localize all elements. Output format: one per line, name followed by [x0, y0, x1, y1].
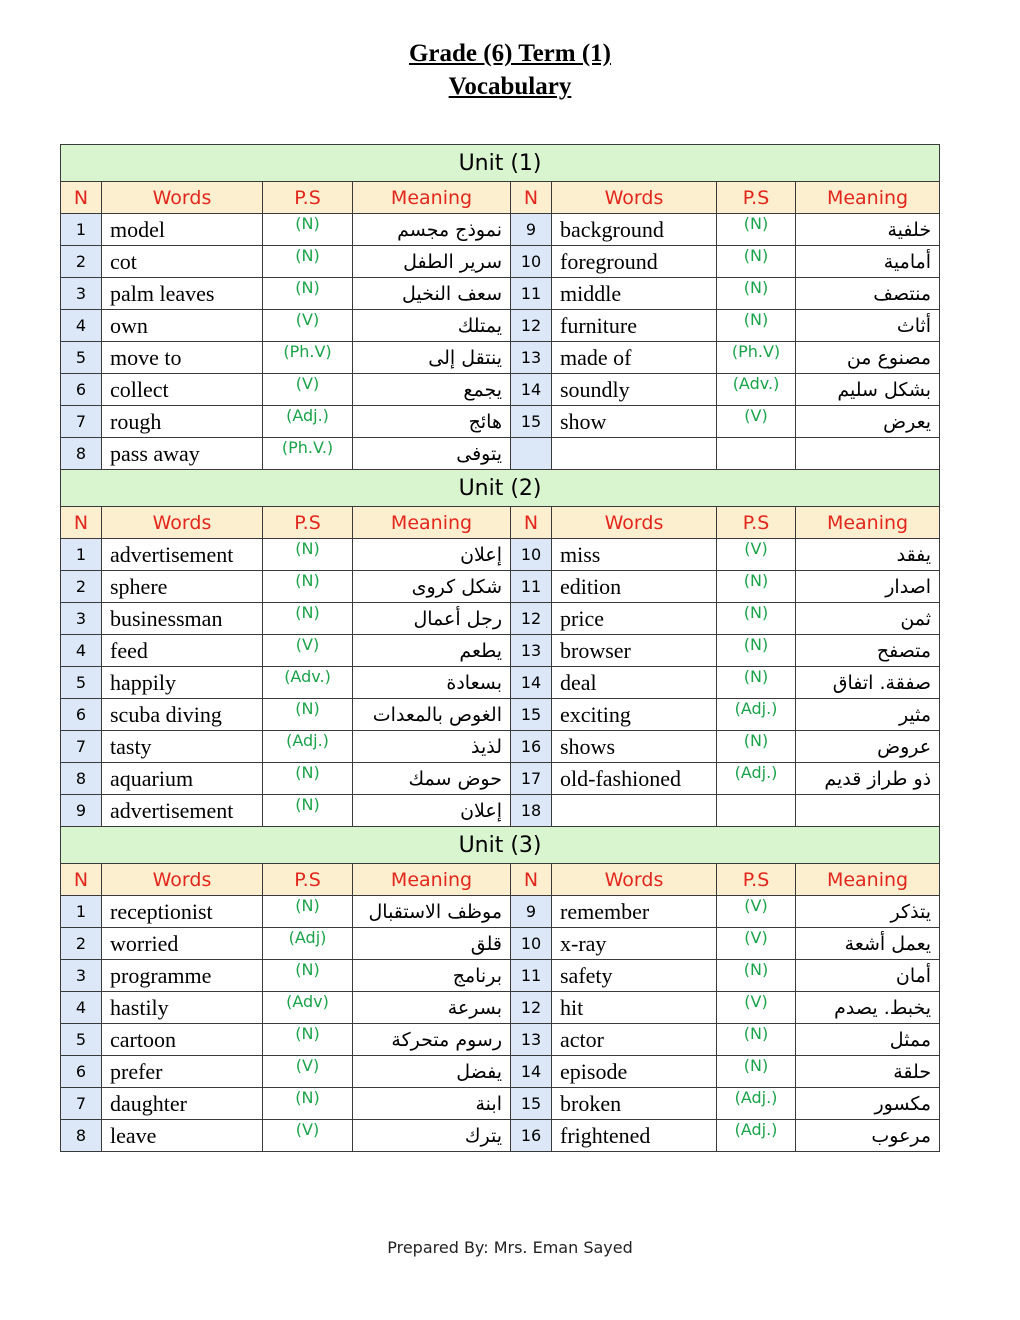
part-of-speech-cell: (V) [263, 635, 353, 667]
part-of-speech-cell: (N) [717, 960, 796, 992]
table-row [61, 278, 940, 310]
meaning-cell: يترك [353, 1120, 511, 1152]
meaning-cell: يطعم [353, 635, 511, 667]
word-cell: miss [552, 539, 717, 571]
part-of-speech-cell [717, 438, 796, 470]
number-cell: 11 [511, 960, 552, 992]
word-cell: worried [102, 928, 263, 960]
word-cell: receptionist [102, 896, 263, 928]
number-cell: 10 [511, 928, 552, 960]
word-cell: cartoon [102, 1024, 263, 1056]
meaning-cell [796, 795, 940, 827]
meaning-cell: يفضل [353, 1056, 511, 1088]
number-cell: 16 [511, 1120, 552, 1152]
number-cell [511, 438, 552, 470]
table-row [61, 310, 940, 342]
word-cell: broken [552, 1088, 717, 1120]
word-cell: foreground [552, 246, 717, 278]
table-row [61, 342, 940, 374]
table-row [61, 795, 940, 827]
meaning-cell: سرير الطفل [353, 246, 511, 278]
meaning-cell: سعف النخيل [353, 278, 511, 310]
meaning-cell: يتوفى [353, 438, 511, 470]
part-of-speech-cell: (V) [263, 1120, 353, 1152]
table-row [61, 699, 940, 731]
part-of-speech-cell: (N) [717, 278, 796, 310]
number-cell: 14 [511, 1056, 552, 1088]
column-header: Words [102, 182, 263, 214]
word-cell: aquarium [102, 763, 263, 795]
number-cell: 1 [61, 896, 102, 928]
number-cell: 5 [61, 667, 102, 699]
table-row [61, 928, 940, 960]
meaning-cell: مرعوب [796, 1120, 940, 1152]
part-of-speech-cell [717, 795, 796, 827]
word-cell: edition [552, 571, 717, 603]
word-cell: show [552, 406, 717, 438]
meaning-cell: لذيذ [353, 731, 511, 763]
meaning-cell: ممثل [796, 1024, 940, 1056]
table-row [61, 406, 940, 438]
meaning-cell: حلقة [796, 1056, 940, 1088]
document-title: Grade (6) Term (1) [408, 40, 612, 67]
number-cell: 14 [511, 374, 552, 406]
number-cell: 9 [511, 214, 552, 246]
column-header: P.S [263, 864, 353, 896]
part-of-speech-cell: (Adv.) [717, 374, 796, 406]
part-of-speech-cell: (Adj.) [263, 731, 353, 763]
meaning-cell: بشكل سليم [796, 374, 940, 406]
word-cell: businessman [102, 603, 263, 635]
table-row [61, 763, 940, 795]
column-header-row [61, 864, 940, 896]
part-of-speech-cell: (Adj.) [717, 763, 796, 795]
vocabulary-table [60, 144, 940, 1152]
part-of-speech-cell: (N) [263, 795, 353, 827]
table-row [61, 635, 940, 667]
word-cell: programme [102, 960, 263, 992]
part-of-speech-cell: (N) [263, 571, 353, 603]
meaning-cell: يمتلك [353, 310, 511, 342]
number-cell: 3 [61, 278, 102, 310]
word-cell: furniture [552, 310, 717, 342]
number-cell: 1 [61, 214, 102, 246]
number-cell: 6 [61, 374, 102, 406]
part-of-speech-cell: (V) [717, 992, 796, 1024]
meaning-cell: منتصف [796, 278, 940, 310]
meaning-cell: رسوم متحركة [353, 1024, 511, 1056]
word-cell: episode [552, 1056, 717, 1088]
column-header: Words [102, 507, 263, 539]
meaning-cell: يفقد [796, 539, 940, 571]
part-of-speech-cell: (N) [263, 763, 353, 795]
part-of-speech-cell: (Adv) [263, 992, 353, 1024]
number-cell: 16 [511, 731, 552, 763]
word-cell: remember [552, 896, 717, 928]
column-header: Meaning [796, 182, 940, 214]
column-header: N [511, 182, 552, 214]
meaning-cell: أمان [796, 960, 940, 992]
word-cell: daughter [102, 1088, 263, 1120]
meaning-cell: ثمن [796, 603, 940, 635]
word-cell: feed [102, 635, 263, 667]
word-cell: leave [102, 1120, 263, 1152]
column-header: Words [552, 182, 717, 214]
word-cell [552, 438, 717, 470]
number-cell: 18 [511, 795, 552, 827]
word-cell: hastily [102, 992, 263, 1024]
prepared-by-footer: Prepared By: Mrs. Eman Sayed [387, 1238, 633, 1257]
number-cell: 8 [61, 1120, 102, 1152]
part-of-speech-cell: (V) [717, 928, 796, 960]
column-header: Meaning [353, 507, 511, 539]
word-cell: soundly [552, 374, 717, 406]
unit-title: Unit (2) [61, 470, 940, 507]
column-header: N [511, 507, 552, 539]
word-cell: advertisement [102, 795, 263, 827]
word-cell: model [102, 214, 263, 246]
number-cell: 11 [511, 571, 552, 603]
word-cell: scuba diving [102, 699, 263, 731]
meaning-cell: أمامية [796, 246, 940, 278]
column-header: Meaning [353, 864, 511, 896]
meaning-cell: مثير [796, 699, 940, 731]
part-of-speech-cell: (N) [717, 667, 796, 699]
word-cell: deal [552, 667, 717, 699]
table-row [61, 539, 940, 571]
part-of-speech-cell: (V) [263, 310, 353, 342]
number-cell: 7 [61, 406, 102, 438]
word-cell: price [552, 603, 717, 635]
word-cell: frightened [552, 1120, 717, 1152]
column-header-row [61, 507, 940, 539]
table-row [61, 246, 940, 278]
word-cell: browser [552, 635, 717, 667]
meaning-cell: بسعادة [353, 667, 511, 699]
part-of-speech-cell: (N) [717, 214, 796, 246]
column-header: P.S [717, 507, 796, 539]
part-of-speech-cell: (Adj) [263, 928, 353, 960]
meaning-cell: يخبط. يصدم [796, 992, 940, 1024]
part-of-speech-cell: (V) [717, 406, 796, 438]
word-cell [552, 795, 717, 827]
meaning-cell: ابنة [353, 1088, 511, 1120]
table-row [61, 214, 940, 246]
unit-header-row [61, 145, 940, 182]
table-row [61, 992, 940, 1024]
table-row [61, 571, 940, 603]
part-of-speech-cell: (N) [263, 699, 353, 731]
column-header-row [61, 182, 940, 214]
part-of-speech-cell: (N) [717, 635, 796, 667]
number-cell: 2 [61, 571, 102, 603]
number-cell: 14 [511, 667, 552, 699]
number-cell: 4 [61, 310, 102, 342]
table-row [61, 731, 940, 763]
number-cell: 2 [61, 928, 102, 960]
number-cell: 4 [61, 992, 102, 1024]
meaning-cell: يتذكر [796, 896, 940, 928]
column-header: N [61, 864, 102, 896]
part-of-speech-cell: (Adj.) [717, 699, 796, 731]
column-header: N [61, 182, 102, 214]
part-of-speech-cell: (N) [263, 214, 353, 246]
number-cell: 11 [511, 278, 552, 310]
meaning-cell: يعمل أشعة [796, 928, 940, 960]
word-cell: advertisement [102, 539, 263, 571]
meaning-cell: عروض [796, 731, 940, 763]
part-of-speech-cell: (V) [717, 896, 796, 928]
table-row [61, 1088, 940, 1120]
column-header: Words [552, 864, 717, 896]
meaning-cell: أثاث [796, 310, 940, 342]
column-header: P.S [263, 507, 353, 539]
number-cell: 5 [61, 1024, 102, 1056]
table-row [61, 896, 940, 928]
number-cell: 12 [511, 992, 552, 1024]
number-cell: 13 [511, 1024, 552, 1056]
meaning-cell: إعلان [353, 795, 511, 827]
meaning-cell: اصدار [796, 571, 940, 603]
word-cell: cot [102, 246, 263, 278]
column-header: P.S [717, 182, 796, 214]
word-cell: hit [552, 992, 717, 1024]
part-of-speech-cell: (Ph.V.) [263, 438, 353, 470]
part-of-speech-cell: (Ph.V) [717, 342, 796, 374]
part-of-speech-cell: (N) [263, 278, 353, 310]
word-cell: collect [102, 374, 263, 406]
part-of-speech-cell: (Adj.) [717, 1120, 796, 1152]
number-cell: 12 [511, 603, 552, 635]
unit-header-row [61, 470, 940, 507]
number-cell: 13 [511, 342, 552, 374]
meaning-cell: صفقة. اتفاق [796, 667, 940, 699]
number-cell: 6 [61, 1056, 102, 1088]
word-cell: old-fashioned [552, 763, 717, 795]
number-cell: 10 [511, 246, 552, 278]
meaning-cell: إعلان [353, 539, 511, 571]
number-cell: 9 [511, 896, 552, 928]
word-cell: exciting [552, 699, 717, 731]
meaning-cell: ذو طراز قديم [796, 763, 940, 795]
meaning-cell: قلق [353, 928, 511, 960]
word-cell: move to [102, 342, 263, 374]
word-cell: made of [552, 342, 717, 374]
number-cell: 10 [511, 539, 552, 571]
column-header: N [61, 507, 102, 539]
part-of-speech-cell: (Adv.) [263, 667, 353, 699]
column-header: Words [102, 864, 263, 896]
part-of-speech-cell: (N) [717, 571, 796, 603]
word-cell: safety [552, 960, 717, 992]
number-cell: 15 [511, 406, 552, 438]
part-of-speech-cell: (N) [717, 310, 796, 342]
column-header: Words [552, 507, 717, 539]
column-header: P.S [717, 864, 796, 896]
meaning-cell: الغوص بالمعدات [353, 699, 511, 731]
number-cell: 12 [511, 310, 552, 342]
meaning-cell: هائج [353, 406, 511, 438]
meaning-cell: شكل كروى [353, 571, 511, 603]
meaning-cell: يعرض [796, 406, 940, 438]
number-cell: 8 [61, 438, 102, 470]
word-cell: palm leaves [102, 278, 263, 310]
table-row [61, 667, 940, 699]
part-of-speech-cell: (V) [717, 539, 796, 571]
column-header: Meaning [353, 182, 511, 214]
number-cell: 8 [61, 763, 102, 795]
table-row [61, 438, 940, 470]
word-cell: middle [552, 278, 717, 310]
number-cell: 7 [61, 731, 102, 763]
part-of-speech-cell: (N) [263, 1088, 353, 1120]
part-of-speech-cell: (Adj.) [263, 406, 353, 438]
column-header: P.S [263, 182, 353, 214]
number-cell: 6 [61, 699, 102, 731]
word-cell: own [102, 310, 263, 342]
number-cell: 4 [61, 635, 102, 667]
column-header: Meaning [796, 864, 940, 896]
number-cell: 3 [61, 960, 102, 992]
number-cell: 2 [61, 246, 102, 278]
number-cell: 3 [61, 603, 102, 635]
meaning-cell: رجل أعمال [353, 603, 511, 635]
number-cell: 1 [61, 539, 102, 571]
number-cell: 15 [511, 699, 552, 731]
table-row [61, 1024, 940, 1056]
part-of-speech-cell: (N) [717, 1024, 796, 1056]
column-header: Meaning [796, 507, 940, 539]
table-row [61, 1056, 940, 1088]
meaning-cell: موظف الاستقبال [353, 896, 511, 928]
word-cell: shows [552, 731, 717, 763]
part-of-speech-cell: (Adj.) [717, 1088, 796, 1120]
meaning-cell: حوض سمك [353, 763, 511, 795]
meaning-cell: ينتقل إلى [353, 342, 511, 374]
table-row [61, 960, 940, 992]
table-row [61, 374, 940, 406]
number-cell: 9 [61, 795, 102, 827]
number-cell: 15 [511, 1088, 552, 1120]
part-of-speech-cell: (N) [717, 731, 796, 763]
part-of-speech-cell: (N) [263, 1024, 353, 1056]
meaning-cell: متصفح [796, 635, 940, 667]
word-cell: prefer [102, 1056, 263, 1088]
number-cell: 17 [511, 763, 552, 795]
number-cell: 7 [61, 1088, 102, 1120]
meaning-cell: مكسور [796, 1088, 940, 1120]
part-of-speech-cell: (N) [263, 246, 353, 278]
word-cell: actor [552, 1024, 717, 1056]
word-cell: happily [102, 667, 263, 699]
meaning-cell: نموذج مجسم [353, 214, 511, 246]
word-cell: tasty [102, 731, 263, 763]
part-of-speech-cell: (V) [263, 374, 353, 406]
part-of-speech-cell: (N) [717, 603, 796, 635]
word-cell: pass away [102, 438, 263, 470]
meaning-cell: بسرعة [353, 992, 511, 1024]
part-of-speech-cell: (N) [263, 603, 353, 635]
table-row [61, 603, 940, 635]
word-cell: sphere [102, 571, 263, 603]
unit-header-row [61, 827, 940, 864]
document-subtitle: Vocabulary [448, 73, 572, 100]
unit-title: Unit (3) [61, 827, 940, 864]
part-of-speech-cell: (N) [717, 1056, 796, 1088]
word-cell: x-ray [552, 928, 717, 960]
meaning-cell: خلفية [796, 214, 940, 246]
part-of-speech-cell: (N) [263, 539, 353, 571]
part-of-speech-cell: (V) [263, 1056, 353, 1088]
unit-title: Unit (1) [61, 145, 940, 182]
part-of-speech-cell: (N) [263, 896, 353, 928]
number-cell: 5 [61, 342, 102, 374]
column-header: N [511, 864, 552, 896]
part-of-speech-cell: (Ph.V) [263, 342, 353, 374]
part-of-speech-cell: (N) [263, 960, 353, 992]
word-cell: rough [102, 406, 263, 438]
table-row [61, 1120, 940, 1152]
meaning-cell: يجمع [353, 374, 511, 406]
meaning-cell: مصنوع من [796, 342, 940, 374]
meaning-cell [796, 438, 940, 470]
word-cell: background [552, 214, 717, 246]
part-of-speech-cell: (N) [717, 246, 796, 278]
meaning-cell: برنامج [353, 960, 511, 992]
number-cell: 13 [511, 635, 552, 667]
